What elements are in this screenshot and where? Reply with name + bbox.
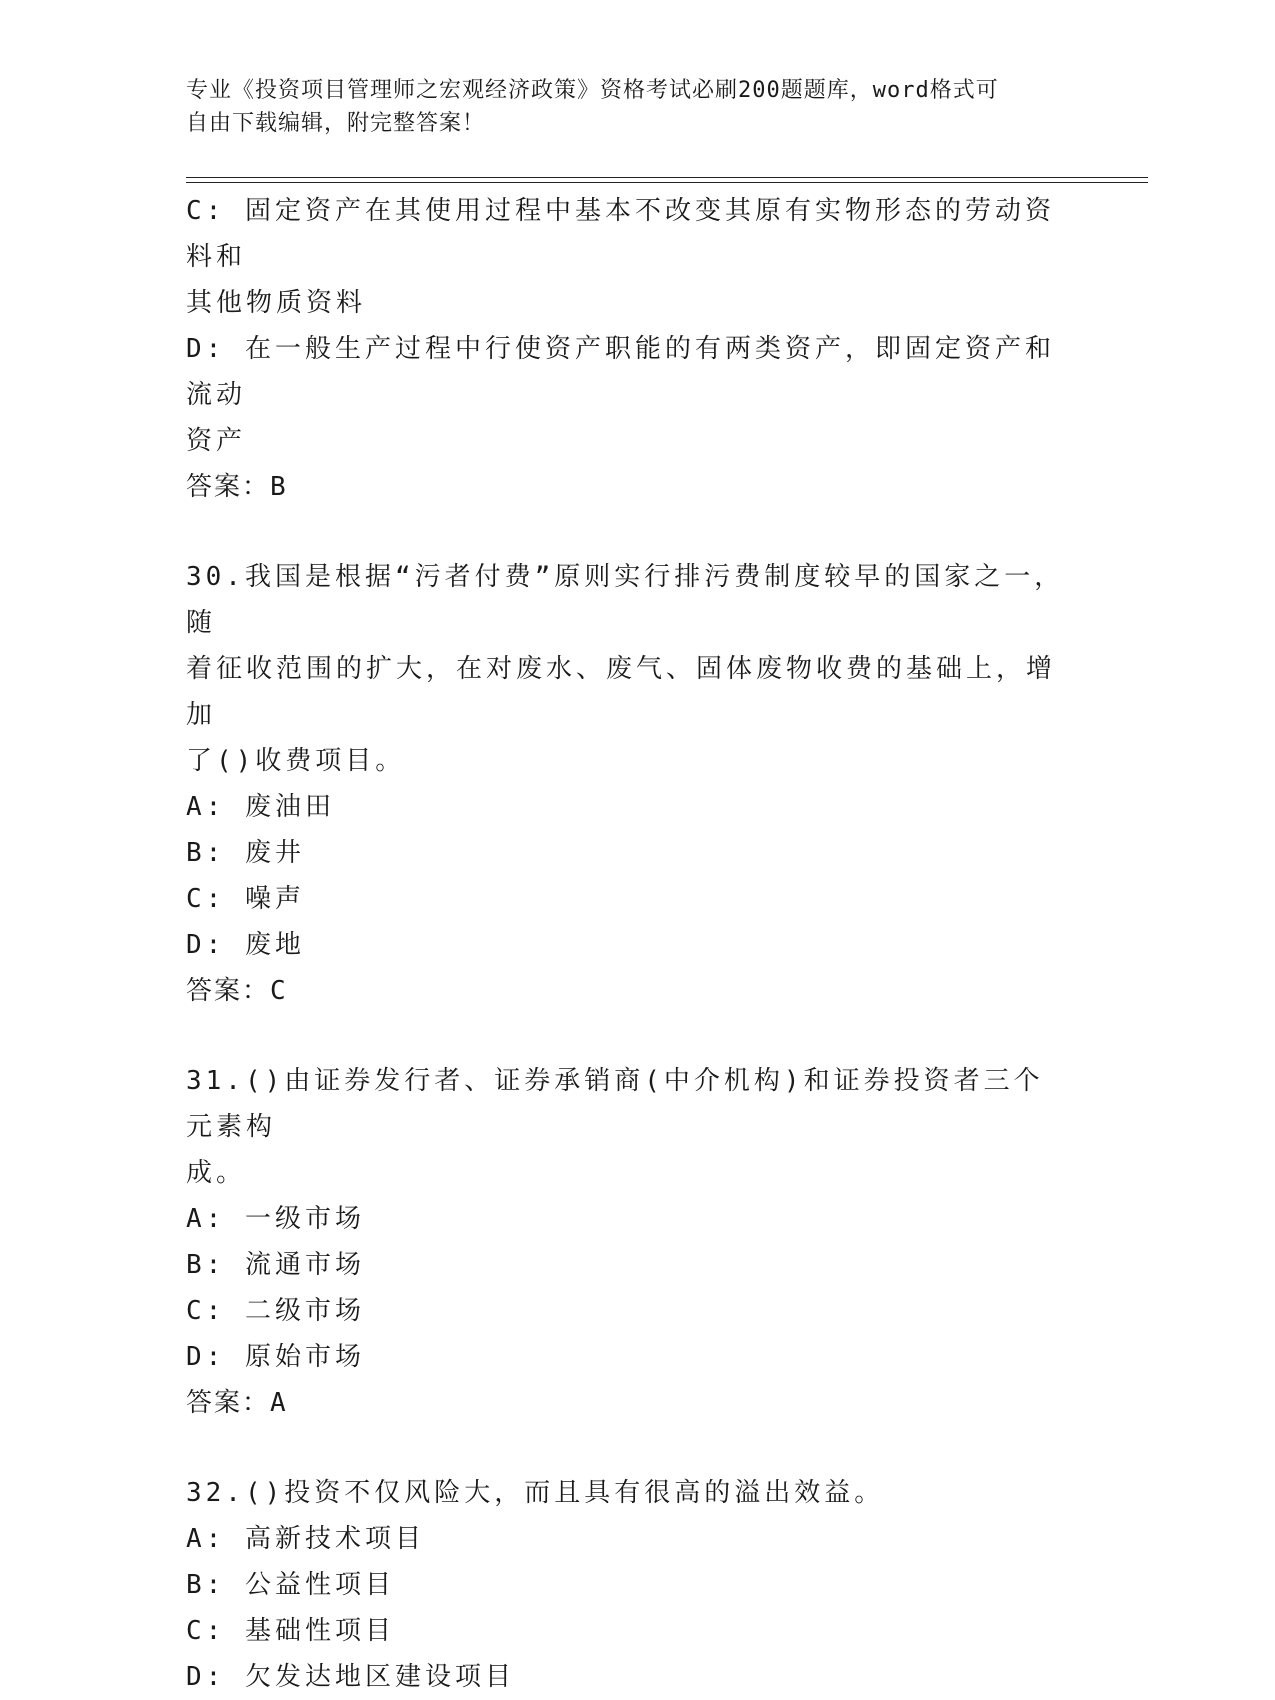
option-c-line-1: C: 固定资产在其使用过程中基本不改变其原有实物形态的劳动资料和	[186, 196, 1055, 272]
question-30-option-c: C: 噪声	[186, 884, 305, 914]
option-d-line-1: D: 在一般生产过程中行使资产职能的有两类资产，即固定资产和流动	[186, 334, 1055, 410]
answer-value: C	[270, 976, 288, 1006]
question-32-option-b: B: 公益性项目	[186, 1570, 395, 1600]
question-32	[186, 1470, 1066, 1700]
question-31-option-c: C: 二级市场	[186, 1296, 365, 1326]
question-32-option-c: C: 基础性项目	[186, 1616, 395, 1646]
question-31-stem-line-2: 成。	[186, 1158, 247, 1188]
header-divider-bottom	[186, 182, 1148, 183]
question-30-option-d: D: 废地	[186, 930, 305, 960]
answer-value: A	[270, 1388, 288, 1418]
question-32-option-a: A: 高新技术项目	[186, 1524, 425, 1554]
document-header	[186, 74, 1086, 140]
question-30-option-b: B: 废井	[186, 838, 305, 868]
question-30	[186, 554, 1066, 1014]
answer-31	[186, 1380, 1066, 1426]
question-30-stem-line-3: 了()收费项目。	[186, 746, 406, 776]
answer-label: 答案：	[186, 472, 271, 502]
answer-29	[186, 464, 1066, 510]
header-divider-top	[186, 177, 1148, 178]
document-body	[186, 188, 1066, 1700]
question-30-stem-line-2: 着征收范围的扩大，在对废水、废气、固体废物收费的基础上，增加	[186, 654, 1057, 730]
option-d-line-2: 资产	[186, 426, 247, 456]
question-32-stem-line-1: 32.()投资不仅风险大，而且具有很高的溢出效益。	[186, 1478, 885, 1508]
answer-value: B	[270, 472, 288, 502]
question-31-option-b: B: 流通市场	[186, 1250, 365, 1280]
question-30-stem-line-1: 30.我国是根据“污者付费”原则实行排污费制度较早的国家之一，随	[186, 562, 1065, 638]
spacer	[186, 1426, 1066, 1470]
question-29-continued	[186, 188, 1066, 510]
question-32-option-d: D: 欠发达地区建设项目	[186, 1662, 515, 1692]
answer-label: 答案：	[186, 976, 271, 1006]
header-title-line-2: 自由下载编辑，附完整答案！	[186, 111, 486, 136]
spacer	[186, 510, 1066, 554]
option-c-line-2: 其他物质资料	[186, 288, 367, 318]
question-31-stem-line-1: 31.()由证券发行者、证券承销商(中介机构)和证券投资者三个元素构	[186, 1066, 1044, 1142]
question-31	[186, 1058, 1066, 1426]
answer-label: 答案：	[186, 1388, 271, 1418]
question-31-option-d: D: 原始市场	[186, 1342, 365, 1372]
spacer	[186, 1014, 1066, 1058]
question-30-option-a: A: 废油田	[186, 792, 335, 822]
answer-30	[186, 968, 1066, 1014]
question-31-option-a: A: 一级市场	[186, 1204, 365, 1234]
header-title-line-1: 专业《投资项目管理师之宏观经济政策》资格考试必刷200题题库，word格式可	[186, 78, 999, 103]
